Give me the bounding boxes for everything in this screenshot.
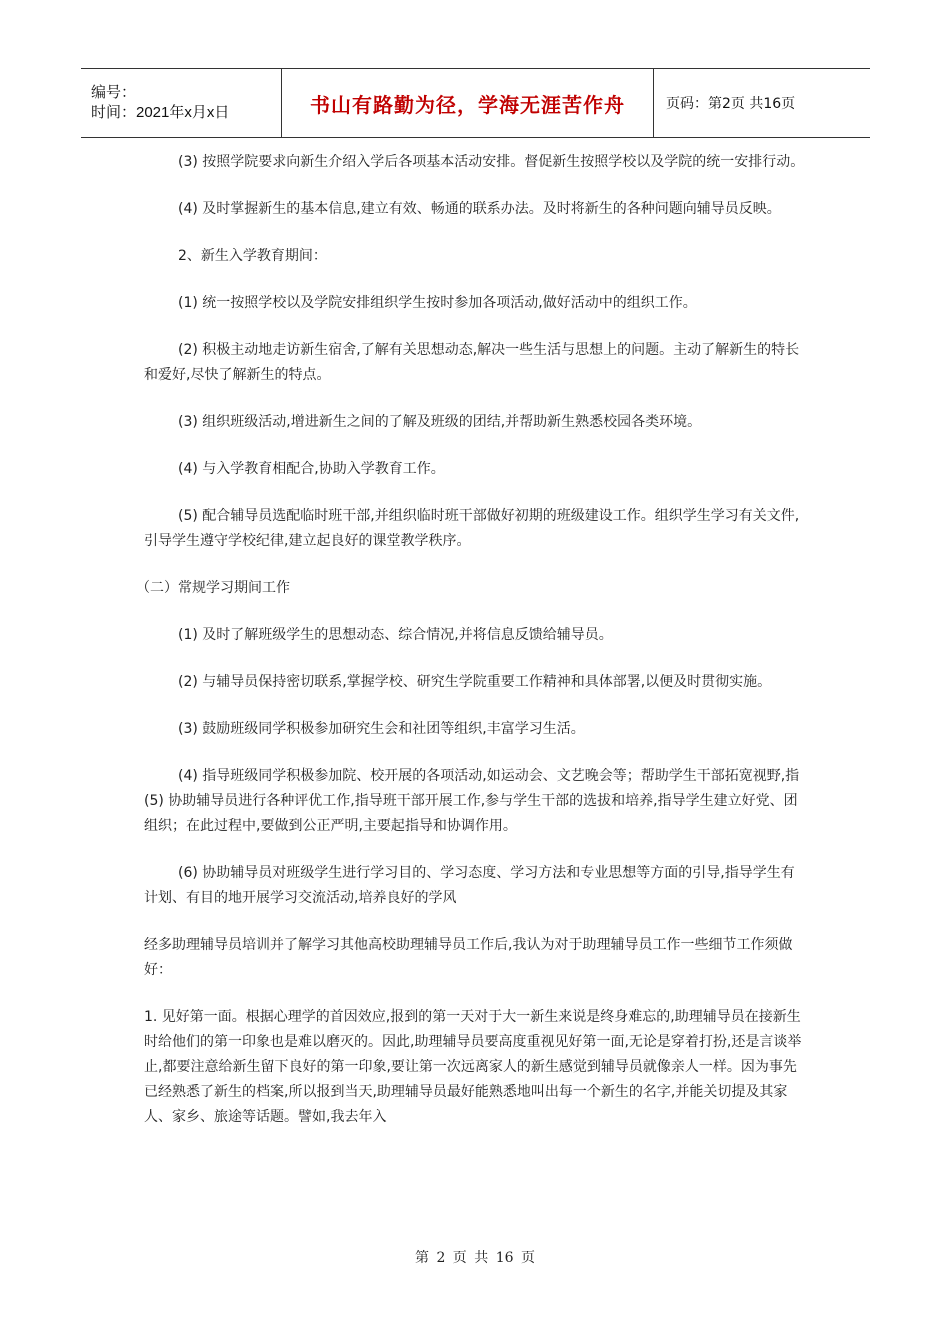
paragraph: (4) 及时掌握新生的基本信息,建立有效、畅通的联系办法。及时将新生的各种问题向辅导员反映。 — [178, 201, 781, 217]
paragraph: (2) 积极主动地走访新生宿舍,了解有关思想动态,解决一些生活与思想上的问题。主动了解新生的特长和爱好,尽快了解新生的特点。 — [144, 342, 800, 383]
paragraph: (1) 统一按照学校以及学院安排组织学生按时参加各项活动,做好活动中的组织工作。 — [178, 295, 697, 311]
header-page-info: 页码：第2页 共16页 — [666, 96, 796, 112]
section-heading: 2、新生入学教育期间： — [178, 248, 327, 264]
header-meta — [81, 69, 282, 137]
header-motto-cell — [282, 69, 654, 137]
paragraph: (2) 与辅导员保持密切联系,掌握学校、研究生学院重要工作精神和具体部署,以便及时贯彻实施。 — [178, 674, 772, 690]
paragraph: (3) 组织班级活动,增进新生之间的了解及班级的团结,并帮助新生熟悉校园各类环境。 — [178, 414, 702, 430]
header-number-label: 编号： — [91, 84, 137, 101]
page-footer: 第 2 页 共 16 页 — [415, 1250, 535, 1266]
header-motto: 书山有路勤为径，学海无涯苦作舟 — [310, 92, 625, 117]
header-page-cell — [654, 69, 870, 137]
paragraph: (5) 配合辅导员选配临时班干部,并组织临时班干部做好初期的班级建设工作。组织学生学习有关文件,引导学生遵守学校纪律,建立起良好的课堂教学秩序。 — [144, 508, 800, 549]
section-heading: （二）常规学习期间工作 — [136, 580, 290, 596]
paragraph: (4) 与入学教育相配合,协助入学教育工作。 — [178, 461, 445, 477]
paragraph: (1) 及时了解班级学生的思想动态、综合情况,并将信息反馈给辅导员。 — [178, 627, 613, 643]
paragraph: 1. 见好第一面。根据心理学的首因效应,报到的第一天对于大一新生来说是终身难忘的,助理辅导员在接新生时给他们的第一印象也是难以磨灭的。因此,助理辅导员要高度重视见好第一面,无论是穿着打扮,还是言谈举止,都要注意给新生留下良好的第一印象,要让第一次远离家人的新生感觉到辅导员就像亲人一样。因为事先已经熟悉了新生的档案,所以报到当天,助理辅导员最好能熟悉地叫出每一个新生的名字,并能关切提及其家人、家乡、旅途等话题。譬如,我去年入 — [144, 1009, 802, 1125]
page-header — [81, 68, 870, 138]
paragraph: (3) 按照学院要求向新生介绍入学后各项基本活动安排。督促新生按照学校以及学院的统一安排行动。 — [178, 154, 805, 170]
paragraph: (3) 鼓励班级同学积极参加研究生会和社团等组织,丰富学习生活。 — [178, 721, 585, 737]
paragraph: (4) 指导班级同学积极参加院、校开展的各项活动,如运动会、文艺晚会等；帮助学生干部拓宽视野,指(5) 协助辅导员进行各种评优工作,指导班干部开展工作,参与学生干部的选拔和培养,指导学生建立好党、团组织；在此过程中,要做到公正严明,主要起指导和协调作用。 — [144, 768, 800, 834]
paragraph: 经多助理辅导员培训并了解学习其他高校助理辅导员工作后,我认为对于助理辅导员工作一些细节工作须做好： — [144, 937, 793, 978]
document-body — [136, 150, 808, 1152]
header-date-label: 时间：2021年x月x日 — [91, 104, 230, 121]
paragraph: (6) 协助辅导员对班级学生进行学习目的、学习态度、学习方法和专业思想等方面的引导,指导学生有计划、有目的地开展学习交流活动,培养良好的学风 — [144, 865, 795, 906]
